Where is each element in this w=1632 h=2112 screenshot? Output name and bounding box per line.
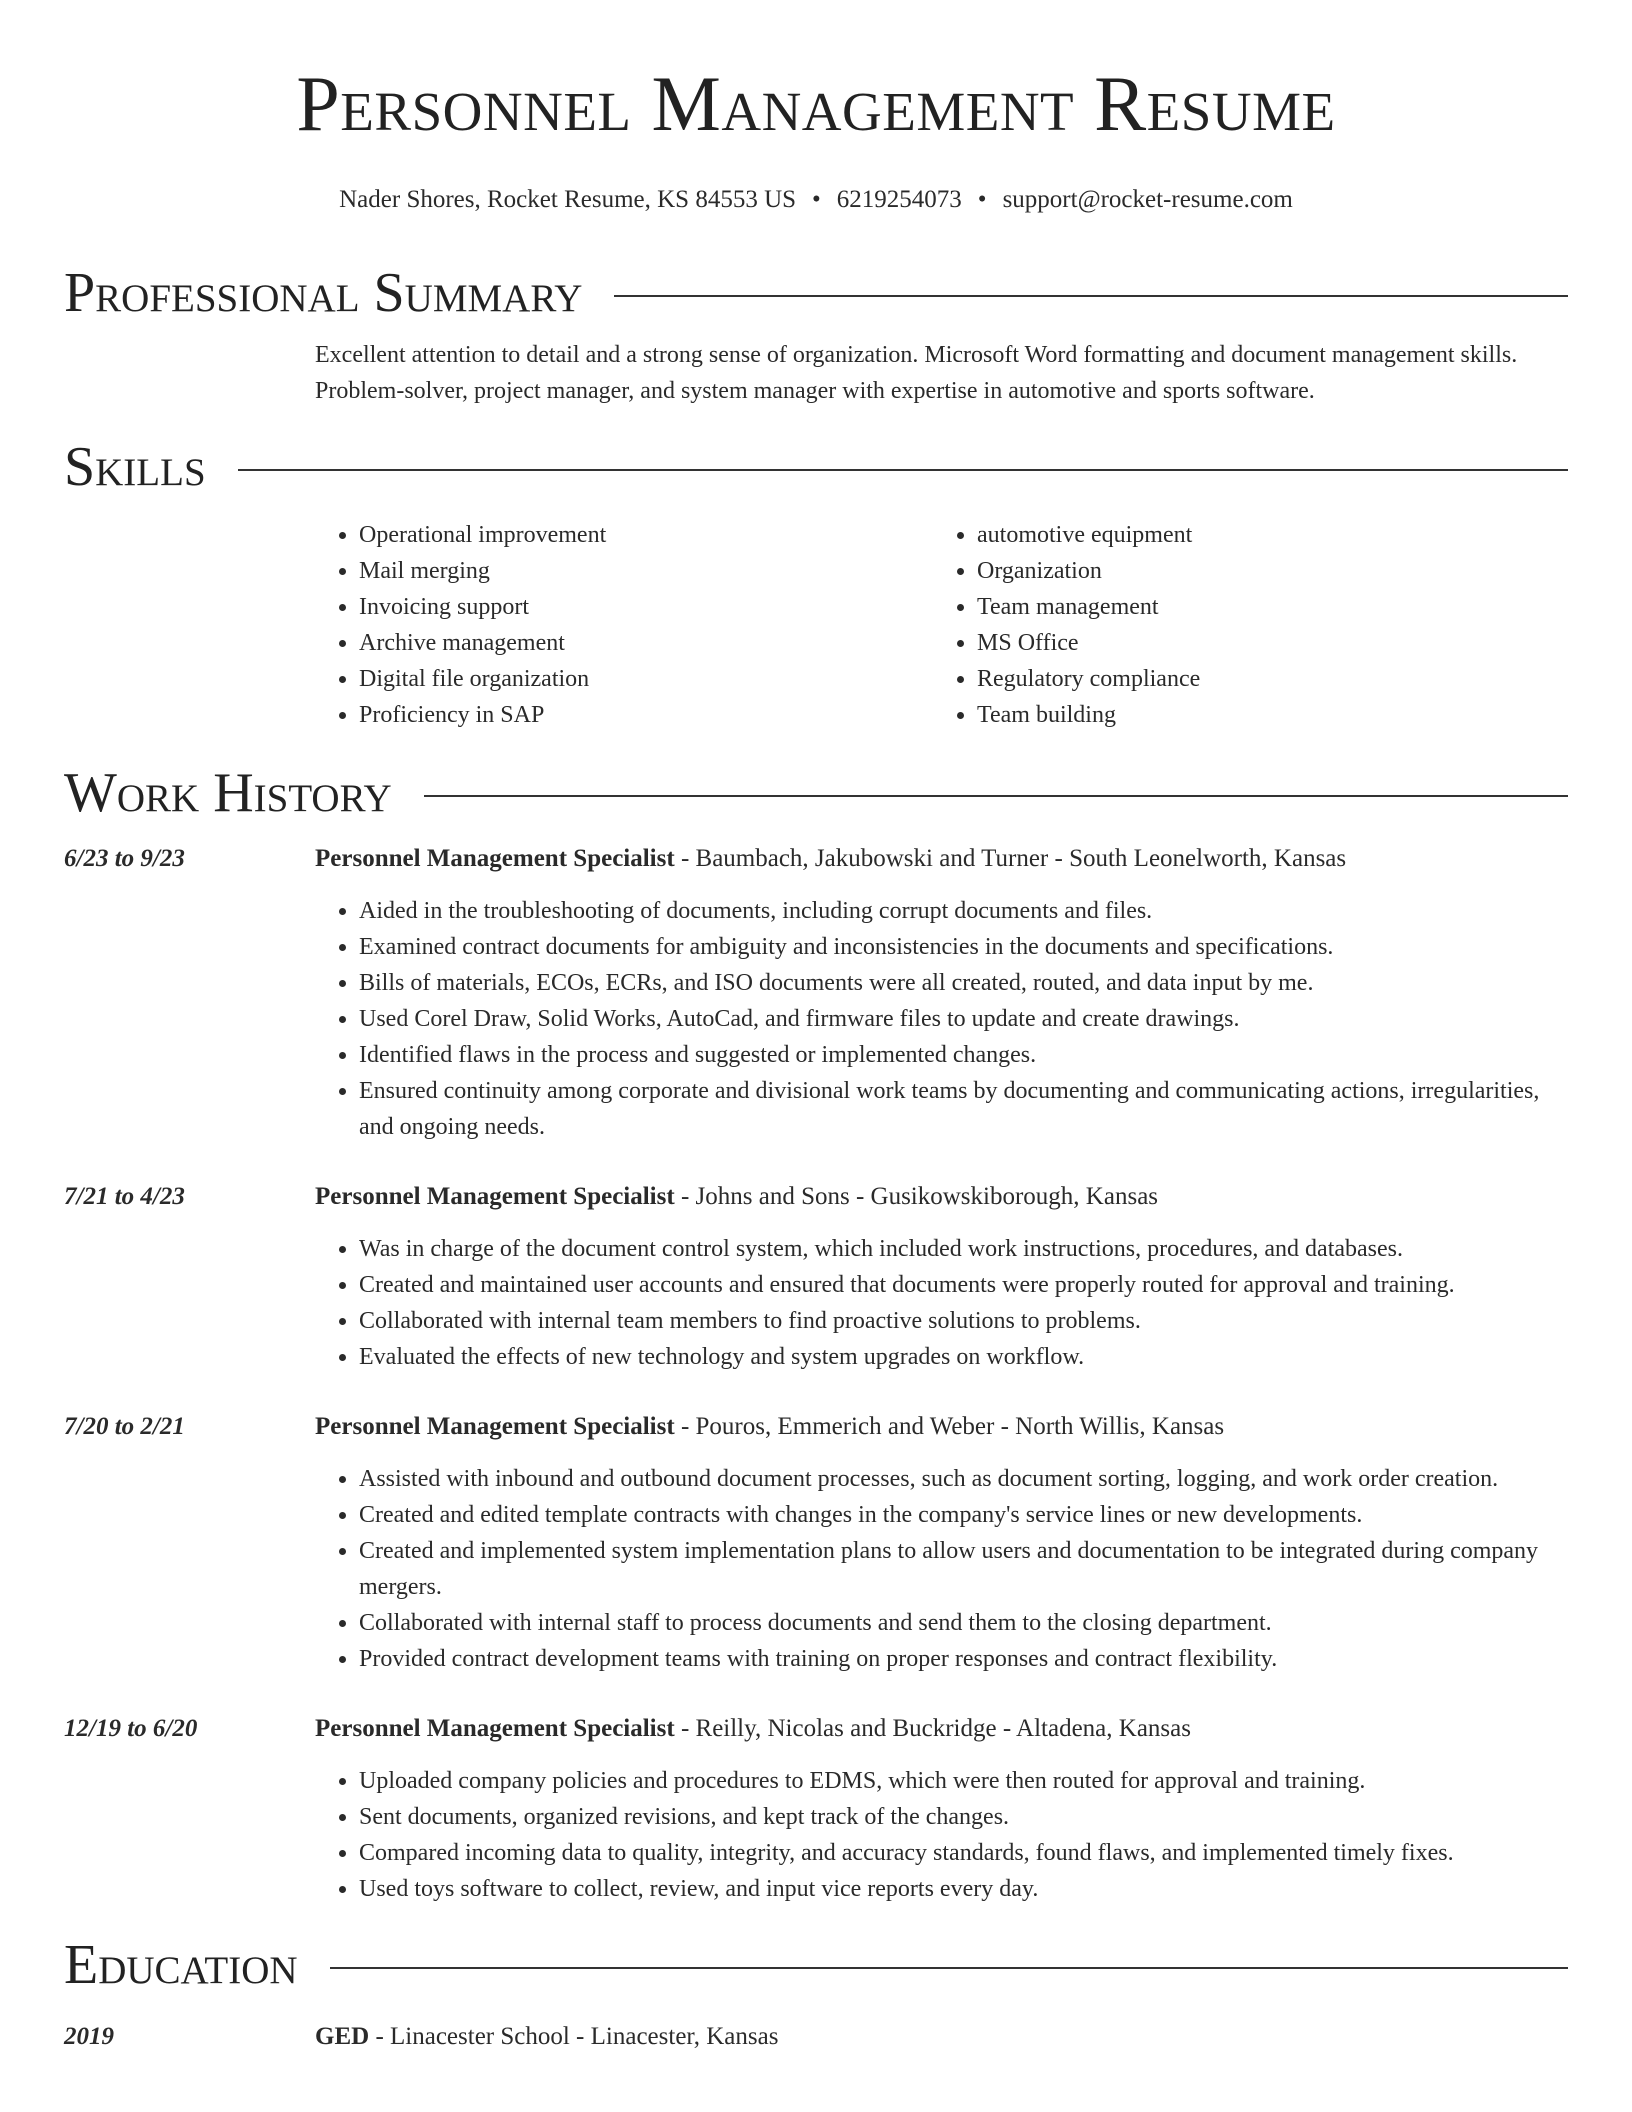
- job-entry: [64, 841, 1568, 1145]
- education-year: 2019: [64, 2023, 114, 2050]
- job-bullet: • Created and maintained user accounts and ensured that documents were properly routed for approval and training.: [359, 1267, 1568, 1303]
- section-divider: [614, 295, 1568, 297]
- skill-item: • Organization: [977, 553, 1200, 589]
- job-bullet: • Ensured continuity among corporate and divisional work teams by documenting and communicating actions, irregularities, and ongoing needs.: [359, 1073, 1568, 1145]
- job-title-line: [315, 1409, 1224, 1445]
- job-bullet: • Sent documents, organized revisions, and kept track of the changes.: [359, 1799, 1568, 1835]
- job-bullet: • Bills of materials, ECOs, ECRs, and ISO documents were all created, routed, and data input by me.: [359, 965, 1568, 1001]
- skill-item: • Operational improvement: [359, 517, 933, 553]
- skill-item: • Team building: [977, 697, 1200, 733]
- job-entry: [64, 1179, 1568, 1375]
- contact-phone: 6219254073: [836, 186, 962, 213]
- skills-section-header: [64, 435, 1568, 499]
- skill-item: • Regulatory compliance: [977, 661, 1200, 697]
- job-dates: 12/19 to 6/20: [64, 1715, 198, 1742]
- job-dates: 7/20 to 2/21: [64, 1413, 185, 1440]
- education-heading: Education: [64, 1934, 298, 1996]
- job-bullets: [315, 1231, 1568, 1375]
- contact-line: [64, 184, 1568, 216]
- skill-item: • Invoicing support: [359, 589, 933, 625]
- resume-title: Personnel Management Resume: [296, 60, 1336, 147]
- education-line: [315, 2019, 778, 2055]
- contact-separator: •: [977, 186, 987, 213]
- education-details: - Linacester School - Linacester, Kansas: [369, 2023, 779, 2050]
- skills-column-left: [315, 517, 933, 733]
- contact-email: support@rocket-resume.com: [1002, 186, 1293, 213]
- section-divider: [424, 795, 1568, 797]
- work-heading: Work History: [64, 762, 392, 824]
- job-bullet: • Assisted with inbound and outbound document processes, such as document sorting, logging, and work order creation.: [359, 1461, 1568, 1497]
- job-details: - Reilly, Nicolas and Buckridge - Altadena, Kansas: [674, 1715, 1191, 1742]
- skill-item: • automotive equipment: [977, 517, 1200, 553]
- job-bullet: • Provided contract development teams with training on proper responses and contract flexibility.: [359, 1641, 1568, 1677]
- job-title: Personnel Management Specialist: [315, 1413, 675, 1440]
- summary-section-header: [64, 261, 1568, 325]
- job-bullets: [315, 893, 1568, 1145]
- job-bullet: • Examined contract documents for ambiguity and inconsistencies in the documents and specifications.: [359, 929, 1568, 965]
- skill-item: • Digital file organization: [359, 661, 933, 697]
- job-bullet: • Identified flaws in the process and suggested or implemented changes.: [359, 1037, 1568, 1073]
- job-entry: [64, 1711, 1568, 1907]
- skill-item: • Archive management: [359, 625, 933, 661]
- job-details: - Baumbach, Jakubowski and Turner - South Leonelworth, Kansas: [674, 845, 1347, 872]
- skill-item: • Proficiency in SAP: [359, 697, 933, 733]
- job-bullet: • Created and edited template contracts with changes in the company's service lines or new developments.: [359, 1497, 1568, 1533]
- job-details: - Pouros, Emmerich and Weber - North Willis, Kansas: [674, 1413, 1225, 1440]
- job-bullet: • Aided in the troubleshooting of documents, including corrupt documents and files.: [359, 893, 1568, 929]
- summary-heading: Professional Summary: [64, 262, 583, 324]
- job-bullets: [315, 1461, 1568, 1677]
- contact-address: Nader Shores, Rocket Resume, KS 84553 US: [339, 186, 797, 213]
- skills-heading: Skills: [64, 436, 206, 498]
- job-bullets: [315, 1763, 1568, 1907]
- job-entry: [64, 1409, 1568, 1677]
- job-title-line: [315, 841, 1346, 877]
- contact-separator: •: [812, 186, 821, 213]
- job-title: Personnel Management Specialist: [315, 1183, 675, 1210]
- job-dates: 7/21 to 4/23: [64, 1183, 185, 1210]
- skills-column-right: [933, 517, 1200, 733]
- skills-list: [315, 517, 1568, 733]
- job-bullet: • Used Corel Draw, Solid Works, AutoCad, and firmware files to update and create drawings.: [359, 1001, 1568, 1037]
- job-dates: 6/23 to 9/23: [64, 845, 185, 872]
- education-degree: GED: [315, 2023, 370, 2050]
- job-bullet: • Was in charge of the document control system, which included work instructions, procedures, and databases.: [359, 1231, 1568, 1267]
- skill-item: • MS Office: [977, 625, 1200, 661]
- job-bullet: • Collaborated with internal team members to find proactive solutions to problems.: [359, 1303, 1568, 1339]
- job-bullet: • Created and implemented system implementation plans to allow users and documentation to be integrated during company mergers.: [359, 1533, 1568, 1605]
- skill-item: • Team management: [977, 589, 1200, 625]
- section-divider: [238, 469, 1568, 471]
- work-section-header: [64, 761, 1568, 825]
- education-entry: [64, 2019, 1568, 2055]
- job-title-line: [315, 1711, 1191, 1747]
- job-bullet: • Used toys software to collect, review, and input vice reports every day.: [359, 1871, 1568, 1907]
- job-bullet: • Compared incoming data to quality, integrity, and accuracy standards, found flaws, and implemented timely fixes.: [359, 1835, 1568, 1871]
- job-title: Personnel Management Specialist: [315, 1715, 675, 1742]
- job-title: Personnel Management Specialist: [315, 845, 675, 872]
- skill-item: • Mail merging: [359, 553, 933, 589]
- job-bullet: • Uploaded company policies and procedures to EDMS, which were then routed for approval and training.: [359, 1763, 1568, 1799]
- job-details: - Johns and Sons - Gusikowskiborough, Kansas: [674, 1183, 1159, 1210]
- job-title-line: [315, 1179, 1158, 1215]
- job-bullet: • Collaborated with internal staff to process documents and send them to the closing department.: [359, 1605, 1568, 1641]
- summary-text: Excellent attention to detail and a strong sense of organization. Microsoft Word formatting and document management skills. Problem-solver, project manager, and system manager with expertise in automotive and sports software.: [315, 342, 1518, 404]
- education-section-header: [64, 1933, 1568, 1997]
- job-bullet: • Evaluated the effects of new technology and system upgrades on workflow.: [359, 1339, 1568, 1375]
- section-divider: [330, 1967, 1568, 1969]
